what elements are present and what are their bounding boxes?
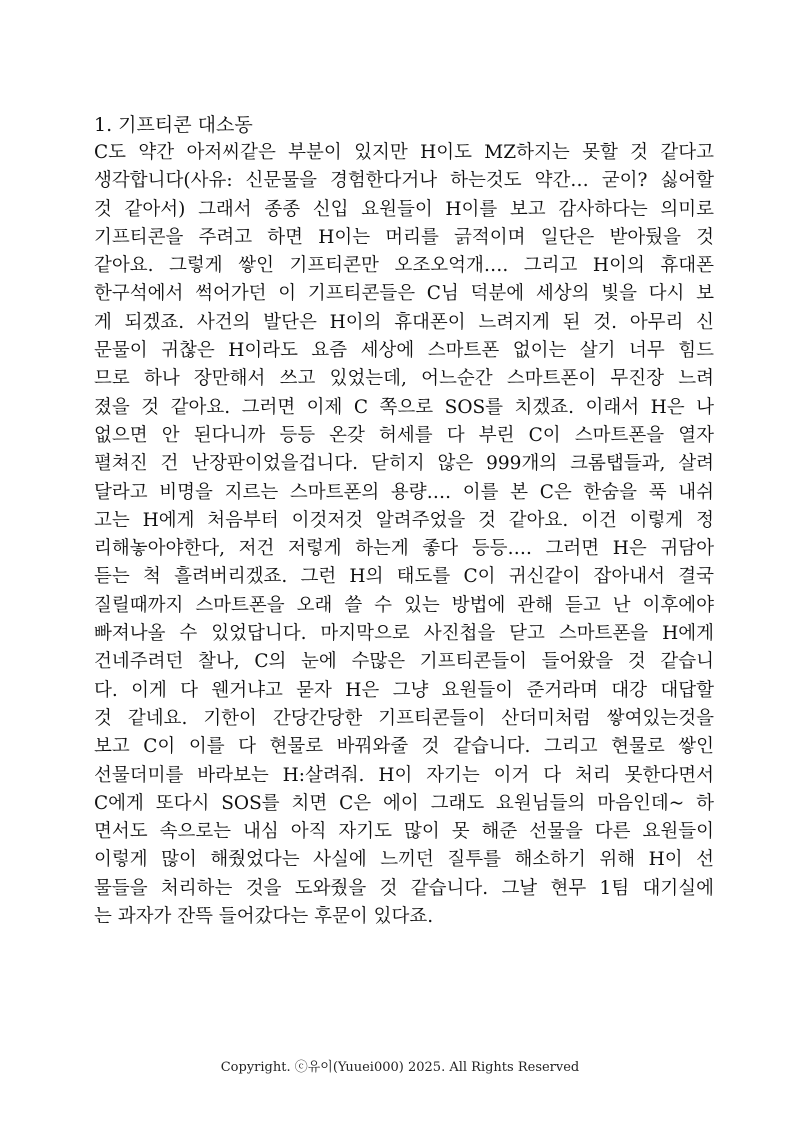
text-line: 고는 H에게 처음부터 이것저것 알려주었을 것 같아요. 이건 이렇게 정 <box>94 509 714 531</box>
text-line: C에게 또다시 SOS를 치면 C은 에이 그래도 요원님들의 마음인데~ 하 <box>94 792 714 814</box>
section-heading: 1. 기프티콘 대소동 <box>94 114 253 136</box>
text-line: 이렇게 많이 해줬었다는 사실에 느끼던 질투를 해소하기 위해 H이 선 <box>94 849 714 871</box>
text-line: 달라고 비명을 지르는 스마트폰의 용량…. 이를 본 C은 한숨을 푹 내쉬 <box>94 481 714 503</box>
document-body <box>94 111 714 931</box>
text-line: 보고 C이 이를 다 현물로 바꿔와줄 것 같습니다. 그리고 현물로 쌓인 <box>94 736 714 758</box>
text-line: 건네주려던 찰나, C의 눈에 수많은 기프티콘들이 들어왔을 것 같습니 <box>94 651 714 673</box>
text-line: 없으면 안 된다니까 등등 온갖 허세를 다 부린 C이 스마트폰을 열자 <box>94 424 714 446</box>
text-line: 다. 이게 다 웬거냐고 묻자 H은 그냥 요원들이 준거라며 대강 대답할 <box>94 679 714 701</box>
text-line: 것 같네요. 기한이 간당간당한 기프티콘들이 산더미처럼 쌓여있는것을 <box>94 707 714 729</box>
text-line: 생각합니다(사유: 신문물을 경험한다거나 하는것도 약간… 굳이? 싫어할 <box>94 170 714 192</box>
body-text <box>94 139 714 931</box>
text-line: 문물이 귀찮은 H이라도 요즘 세상에 스마트폰 없이는 살기 너무 힘드 <box>94 340 714 362</box>
text-line: 한구석에서 썩어가던 이 기프티콘들은 C님 덕분에 세상의 빛을 다시 보 <box>94 283 714 305</box>
text-line: 선물더미를 바라보는 H:살려줘. H이 자기는 이거 다 처리 못한다면서 <box>94 764 714 786</box>
text-line: 것 같아서) 그래서 종종 신입 요원들이 H이를 보고 감사하다는 의미로 <box>94 198 714 220</box>
text-line: C도 약간 아저씨같은 부분이 있지만 H이도 MZ하지는 못할 것 같다고 <box>94 142 714 163</box>
text-line: 기프티콘을 주려고 하면 H이는 머리를 긁적이며 일단은 받아뒀을 것 <box>94 226 714 248</box>
text-line: 빠져나올 수 있었답니다. 마지막으로 사진첩을 닫고 스마트폰을 H에게 <box>94 623 714 645</box>
text-line: 면서도 속으로는 내심 아직 자기도 많이 못 해준 선물을 다른 요원들이 <box>94 821 714 843</box>
text-line: 물들을 처리하는 것을 도와줬을 것 같습니다. 그날 현무 1팀 대기실에 <box>94 877 714 899</box>
text-line: 펼쳐진 건 난장판이었을겁니다. 닫히지 않은 999개의 크롬탭들과, 살려 <box>94 453 714 475</box>
text-line: 같아요. 그렇게 쌓인 기프티콘만 오조오억개…. 그리고 H이의 휴대폰 <box>94 255 714 277</box>
text-line: 게 되겠죠. 사건의 발단은 H이의 휴대폰이 느려지게 된 것. 아무리 신 <box>94 311 714 333</box>
text-line: 듣는 척 흘려버리겠죠. 그런 H의 태도를 C이 귀신같이 잡아내서 결국 <box>94 566 714 588</box>
text-line: 므로 하나 장만해서 쓰고 있었는데, 어느순간 스마트폰이 무진장 느려 <box>94 368 714 390</box>
text-line: 는 과자가 잔뜩 들어갔다는 후문이 있다죠. <box>94 906 434 928</box>
text-line: 리해놓아야한다, 저건 저렇게 하는게 좋다 등등…. 그러면 H은 귀담아 <box>94 538 714 560</box>
text-line: 졌을 것 같아요. 그러면 이제 C 쪽으로 SOS를 치겠죠. 이래서 H은 나 <box>94 396 714 418</box>
copyright-footer: Copyright. ⓒ유이(Yuuei000) 2025. All Rights Reserved <box>220 1060 580 1075</box>
text-line: 질릴때까지 스마트폰을 오래 쓸 수 있는 방법에 관해 듣고 난 이후에야 <box>94 594 714 616</box>
